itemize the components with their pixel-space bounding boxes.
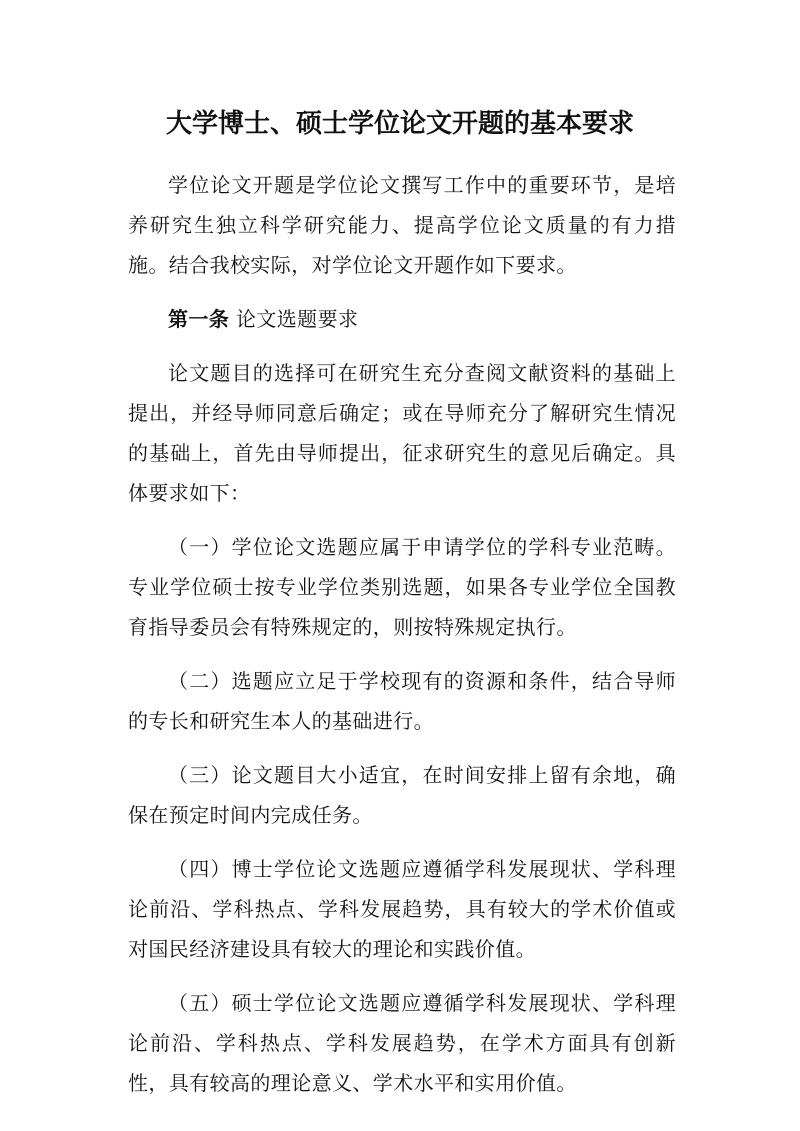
document-title: 大学博士、硕士学位论文开题的基本要求 <box>165 109 634 139</box>
article-1-label: 第一条 <box>168 307 230 331</box>
article-1-item-4: （四）博士学位论文选题应遵循学科发展现状、学科理论前沿、学科热点、学科发展趋势，具有较大的学术价值或对国民经济建设具有较大的理论和实践价值。 <box>128 857 676 961</box>
intro-paragraph: 学位论文开题是学位论文撰写工作中的重要环节，是培养研究生独立科学研究能力、提高学位论文质量的有力措施。结合我校实际，对学位论文开题作如下要求。 <box>128 173 676 277</box>
document-body <box>128 165 676 1103</box>
article-1-title: 论文选题要求 <box>235 307 359 331</box>
article-1-heading <box>128 299 676 339</box>
article-1-body: 论文题目的选择可在研究生充分查阅文献资料的基础上提出，并经导师同意后确定；或在导师充分了解研究生情况的基础上，首先由导师提出，征求研究生的意见后确定。具体要求如下： <box>128 361 676 505</box>
article-1-item-3: （三）论文题目大小适宜，在时间安排上留有余地，确保在预定时间内完成任务。 <box>128 763 676 827</box>
article-1-item-5: （五）硕士学位论文选题应遵循学科发展现状、学科理论前沿、学科热点、学科发展趋势，在学术方面具有创新性，具有较高的理论意义、学术水平和实用价值。 <box>128 991 676 1095</box>
article-1-item-1: （一）学位论文选题应属于申请学位的学科专业范畴。专业学位硕士按专业学位类别选题，如果各专业学位全国教育指导委员会有特殊规定的，则按特殊规定执行。 <box>128 535 676 639</box>
article-1-item-2: （二）选题应立足于学校现有的资源和条件，结合导师的专长和研究生本人的基础进行。 <box>128 669 676 733</box>
